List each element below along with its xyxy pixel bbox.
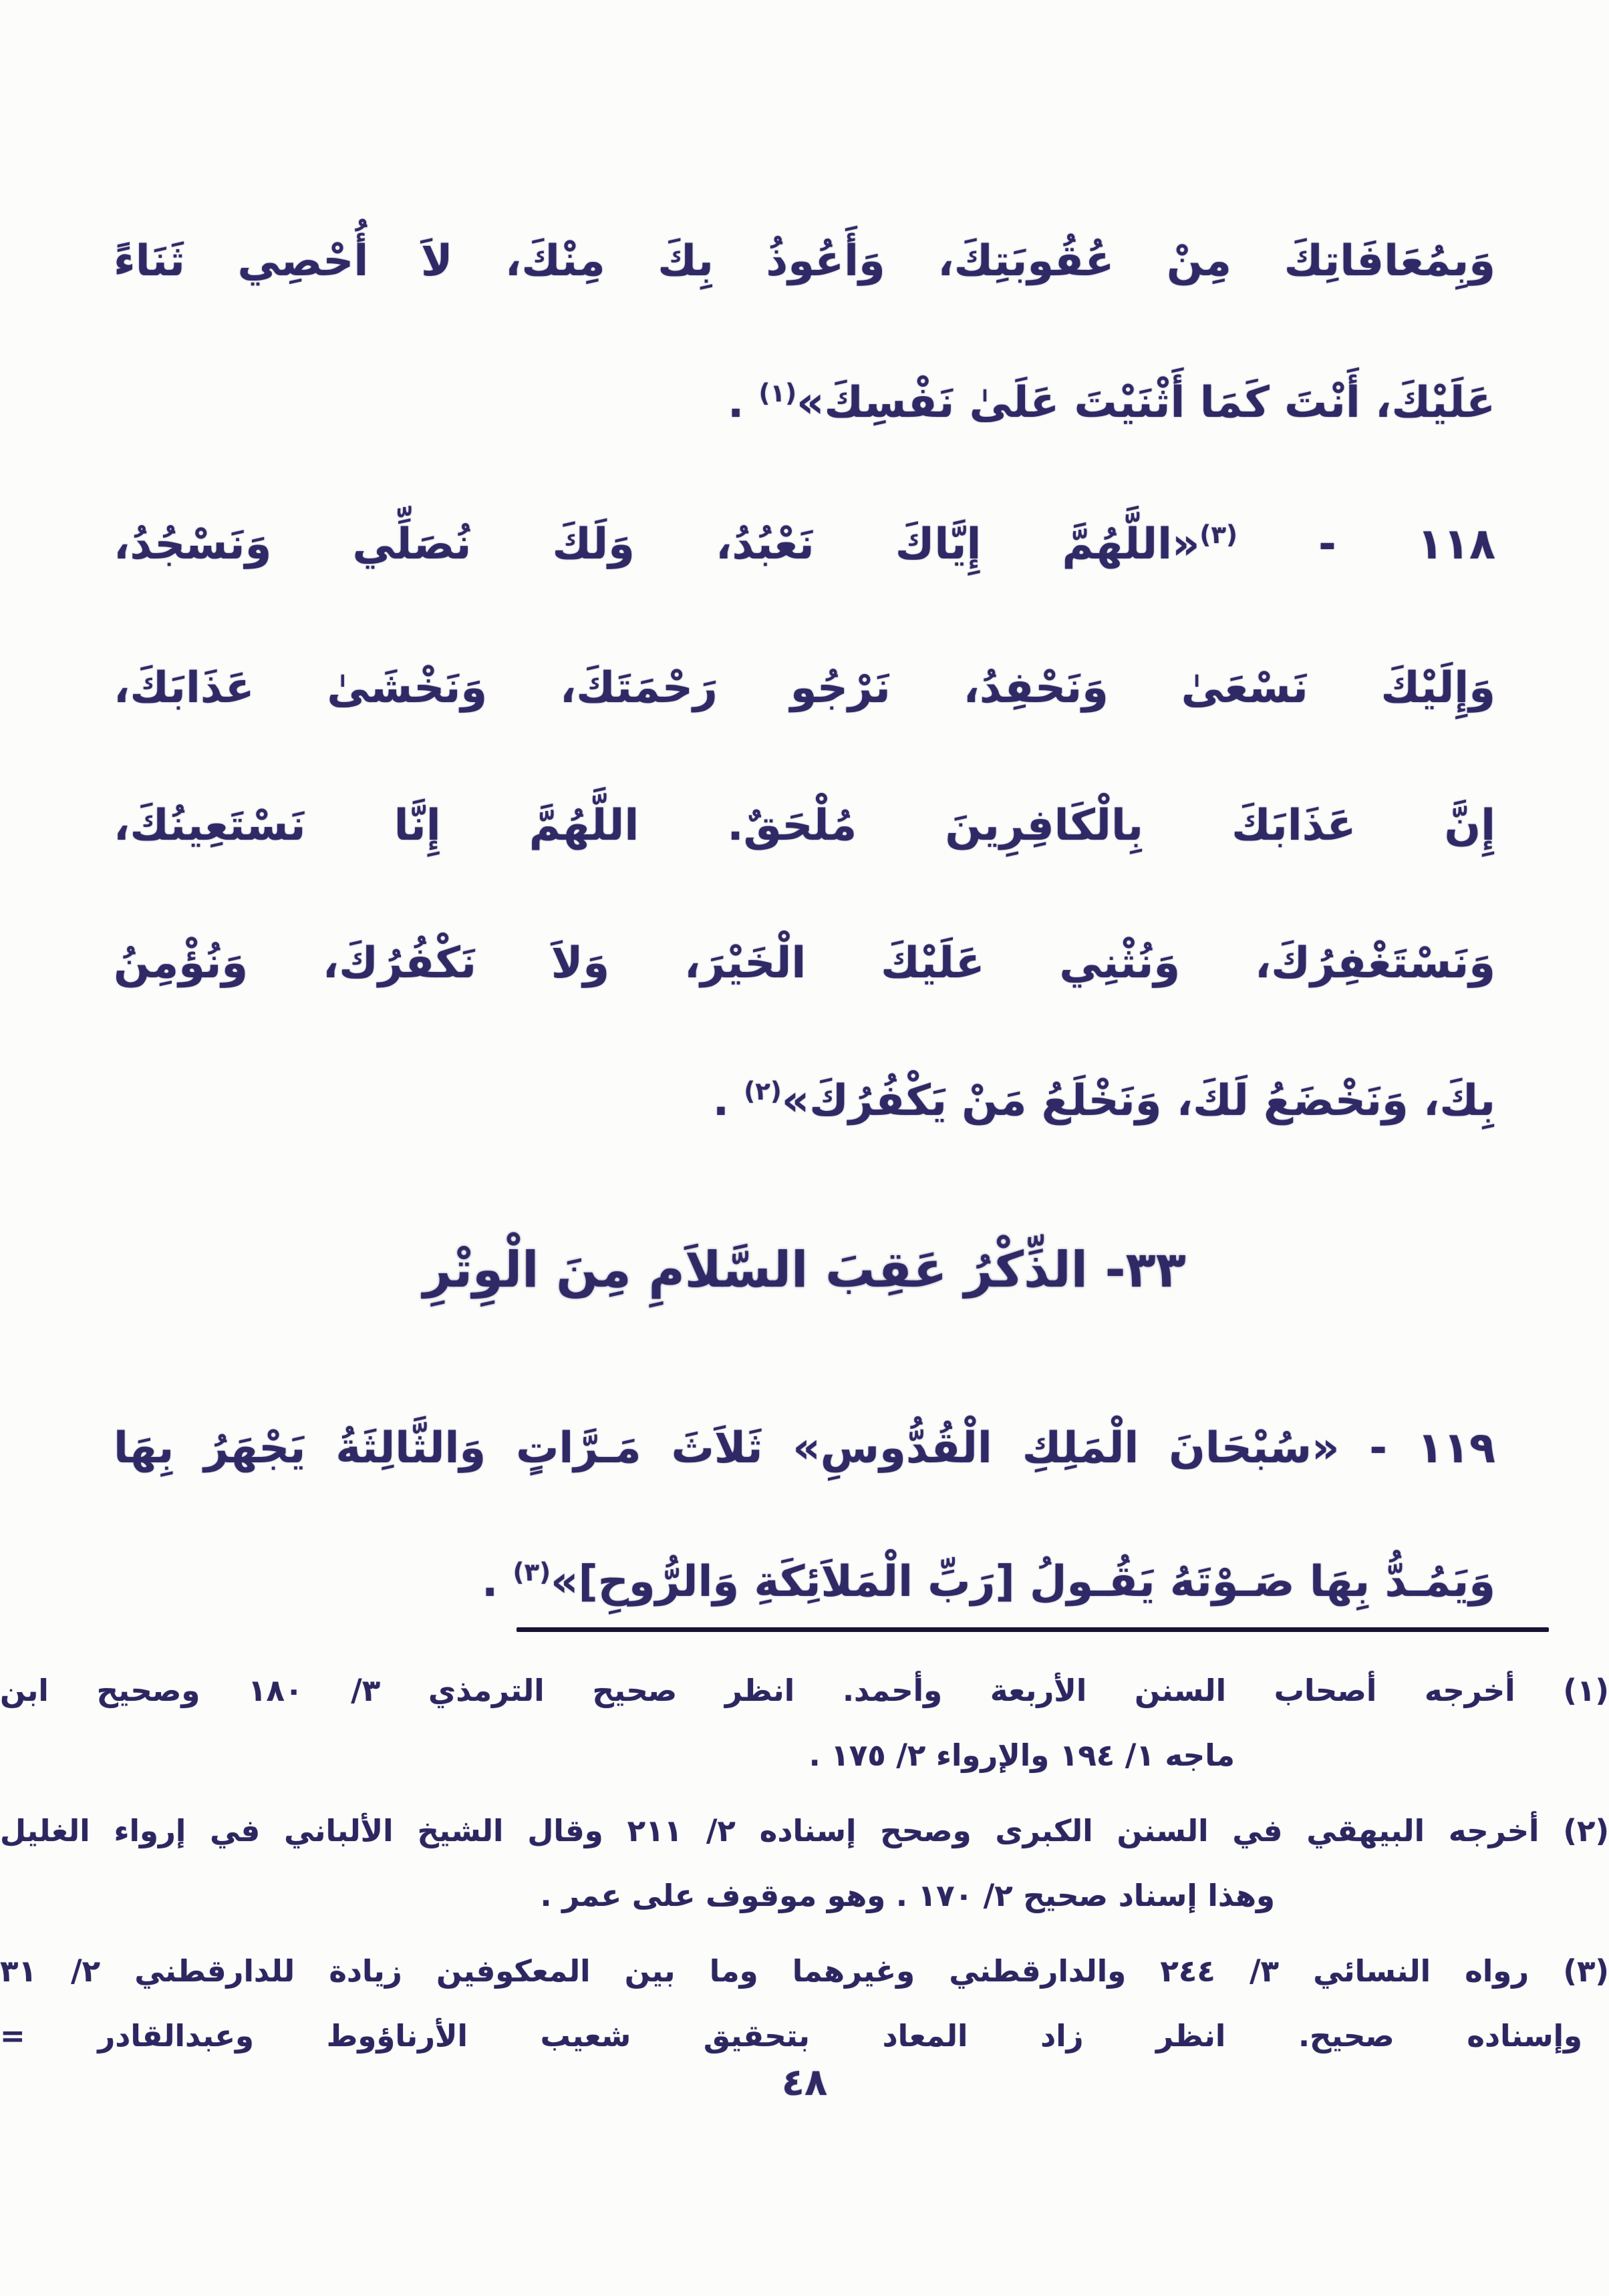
footnote-2-line-1: (٢) أخرجه البيهقي في السنن الكبرى وصحح إسناده ٢/ ٢١١ وقال الشيخ الألباني في إرواء الغليل: [0, 1813, 1609, 1848]
dua-text: «اللَّهُمَّ إِيَّاكَ نَعْبُدُ، وَلَكَ نُصَلِّي وَنَسْجُدُ،: [114, 520, 1200, 569]
footnote-1-line-2: ماجه ١/ ١٩٤ والإرواء ٢/ ١٧٥ .: [809, 1738, 1235, 1773]
paragraph-118-line-1: [114, 476, 1495, 619]
period: .: [727, 378, 759, 428]
dua-text: بِكَ، وَنَخْضَعُ لَكَ، وَنَخْلَعُ مَنْ يَكْفُرُكَ»: [781, 1076, 1495, 1126]
section-number: ٣٣-: [1105, 1241, 1186, 1299]
footnote-3-line-1: (٣) رواه النسائي ٣/ ٢٤٤ والدارقطني وغيرهما وما بين المعكوفين زيادة للدارقطني ٢/ ٣١: [0, 1953, 1609, 1989]
footnote-3: [0, 1939, 1609, 2068]
paragraph-118: [114, 476, 1495, 1176]
section-heading: [114, 1201, 1495, 1339]
footnote-3-line-2: وإسناده صحيح. انظر زاد المعاد بتحقيق شعيب الأرناؤوط وعبدالقادر =: [0, 2018, 1582, 2054]
footnote-ref-3-inline: (٣): [1199, 520, 1238, 549]
paragraph-119-line-1: [114, 1381, 1495, 1515]
footnote-1: [0, 1658, 1609, 1788]
dua-text: إِنَّ عَذَابَكَ بِالْكَافِرِينَ مُلْحَقٌ. اللَّهُمَّ إِنَّا نَسْتَعِينُكَ،: [114, 801, 1495, 850]
dua-text: وَنَسْتَغْفِرُكَ، وَنُثْنِي عَلَيْكَ الْخَيْرَ، وَلاَ نَكْفُرُكَ، وَنُؤْمِنُ: [114, 939, 1495, 988]
footnote-2: [0, 1798, 1609, 1928]
paragraph-118-line-4: [114, 894, 1495, 1032]
section-title: الذِّكْرُ عَقِبَ السَّلاَمِ مِنَ الْوِتْرِ: [423, 1241, 1088, 1299]
footnote-ref-2: (٢): [744, 1077, 782, 1106]
paragraph-117-line-2: [114, 332, 1495, 480]
paragraph-117-line-1: [114, 190, 1495, 332]
dua-text: عَلَيْكَ، أَنْتَ كَمَا أَثْنَيْتَ عَلَىٰ نَفْسِكَ»: [796, 378, 1495, 428]
paragraph-118-line-2: [114, 619, 1495, 757]
dua-number: ١١٨ -: [1318, 520, 1496, 569]
footnote-separator-rule: [517, 1627, 1549, 1632]
footnote-2-line-2: وهذا إسناد صحيح ٢/ ١٧٠ . وهو موقوف على عمر .: [540, 1878, 1275, 1913]
footnote-ref-3: (٣): [513, 1558, 551, 1587]
dua-text: وَيَمُـدُّ بِهَا صَـوْتَهُ يَقُـولُ [رَبِّ الْمَلاَئِكَةِ وَالرُّوحِ]»: [551, 1557, 1495, 1607]
dua-text: «سُبْحَانَ الْمَلِكِ الْقُدُّوسِ» ثَلاَثَ مَـرَّاتٍ وَالثَّالِثَةُ يَجْهَرُ بِهَا: [114, 1424, 1340, 1473]
page-number: ٤٨: [781, 2061, 828, 2104]
period: .: [712, 1076, 744, 1126]
paragraph-118-line-3: [114, 757, 1495, 894]
period: .: [481, 1557, 513, 1607]
dua-text: وَإِلَيْكَ نَسْعَىٰ وَنَحْفِدُ، نَرْجُو رَحْمَتَكَ، وَنَخْشَىٰ عَذَابَكَ،: [114, 663, 1495, 713]
paragraph-119: [114, 1381, 1495, 1655]
dua-text: وَبِمُعَافَاتِكَ مِنْ عُقُوبَتِكَ، وَأَعُوذُ بِكَ مِنْكَ، لاَ أُحْصِي ثَنَاءً: [114, 236, 1495, 286]
footnotes-block: [0, 1658, 1609, 2079]
dua-number: ١١٩ -: [1369, 1424, 1496, 1473]
paragraph-117-continuation: [114, 190, 1495, 480]
footnote-1-line-1: (١) أخرجه أصحاب السنن الأربعة وأحمد. انظر صحيح الترمذي ٣/ ١٨٠ وصحيح ابن: [0, 1673, 1609, 1708]
paragraph-118-line-5: [114, 1032, 1495, 1176]
footnote-ref-1: (١): [758, 379, 797, 407]
paragraph-119-line-2: [114, 1515, 1495, 1655]
